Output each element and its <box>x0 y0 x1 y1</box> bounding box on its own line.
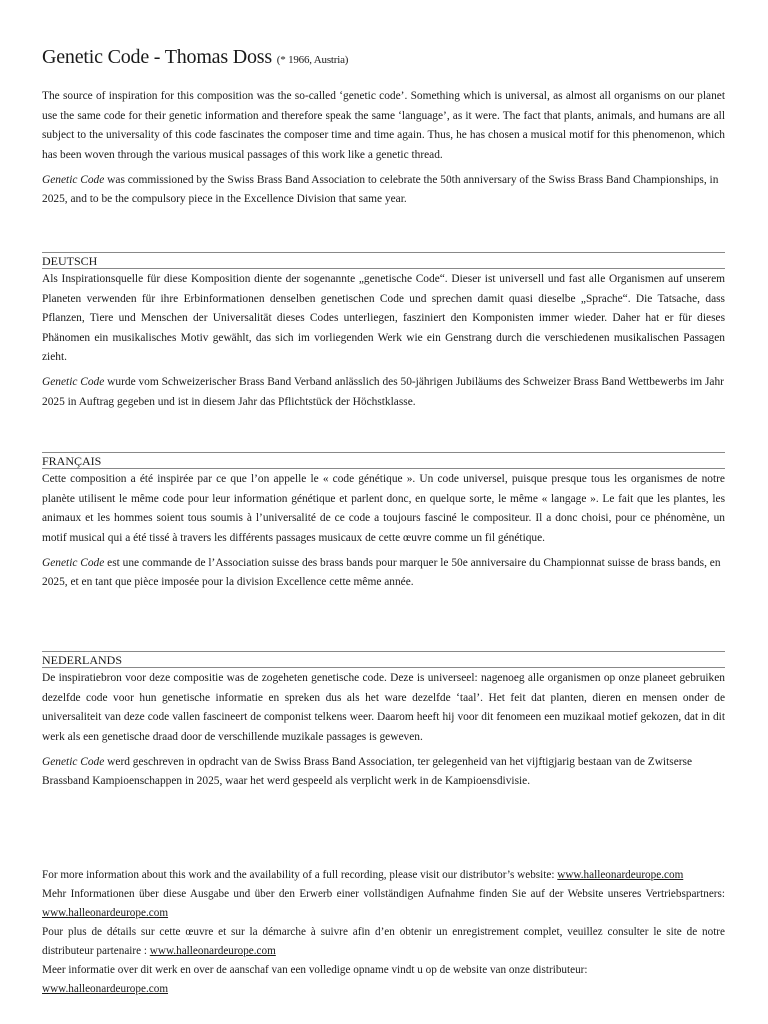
francais-paragraph-2 <box>42 554 725 593</box>
document-title <box>42 46 348 69</box>
footer-nederlands-text: Meer informatie over dit werk en over de aanschaf van een volledige opname vindt u op de website van onze distributeur: <box>42 964 588 976</box>
distributor-link[interactable]: www.halleonardeurope.com <box>557 869 684 881</box>
deutsch-paragraph-2-text: wurde vom Schweizerischer Brass Band Verband anlässlich des 50-jährigen Jubiläums des Schweizer Brass Band Wettbewerbs im Jahr 2025 in Auftrag gegeben und ist in diesem Jahr das Pflichtstück der Höchstklasse. <box>42 376 724 409</box>
deutsch-paragraph-1: Als Inspirationsquelle für diese Komposition diente der sogenannte „genetische Code“. Dieser ist universell und fast alle Organismen auf unserem Planeten verwenden für ihre Erbinformationen denselben genetischen Code und sprechen damit quasi dieselbe „Sprache“. Die Tatsache, dass Pflanzen, Tiere und Menschen der Universalität dieses Codes unterliegen, fasziniert den Komponisten immer wieder. Daher hat er für dieses Phänomen ein musikalisches Motiv gewählt, das sich im vorliegenden Werk wie ein Genstrang durch die verschiedenen musikalischen Passagen zieht. <box>42 273 725 364</box>
deutsch-paragraph-2 <box>42 373 725 412</box>
english-paragraph-1: The source of inspiration for this composition was the so-called ‘genetic code’. Something which is universal, as almost all organisms on our planet use the same code for their genetic information and therefore speak the same ‘language’, as it were. The fact that plants, animals, and humans are all subject to the universality of this code fascinates the composer time and time again. Thus, he has chosen a musical motif for this phenomenon, which has been woven through the various musical passages of this work like a genetic thread. <box>42 90 725 161</box>
footer-deutsch-text: Mehr Informationen über diese Ausgabe und über den Erwerb einer vollständigen Aufnahme finden Sie auf der Website unseres Vertriebspartners: <box>42 888 725 900</box>
work-title-italic: Genetic Code <box>42 173 105 186</box>
title-subtitle: (* 1966, Austria) <box>276 54 349 66</box>
nederlands-paragraph-1: De inspiratiebron voor deze compositie was de zogeheten genetische code. Deze is universeel: nagenoeg alle organismen op onze planeet gebruiken dezelfde code voor hun genetische informatie en spreken dus als het ware dezelfde ‘taal’. Het feit dat planten, dieren en mensen onder de universaliteit van deze code vallen fascineert de componist telkens weer. Daarom heeft hij voor dit fenomeen een muzikaal motief gekozen, dat in dit werk als een genetische draad door de verschillende muzikale passages is geweven. <box>42 672 725 743</box>
distributor-link[interactable]: www.halleonardeurope.com <box>42 907 169 919</box>
footer-english <box>42 866 725 885</box>
footer-distributor-info <box>42 866 725 999</box>
nederlands-paragraph-2-text: werd geschreven in opdracht van de Swiss Brass Band Association, ter gelegenheid van het vijftigjarig bestaan van de Zwitserse Brassband Kampioenschappen in 2025, waar het werd gespeeld als verplicht werk in de Kampioensdivisie. <box>42 755 693 788</box>
distributor-link[interactable]: www.halleonardeurope.com <box>42 983 169 995</box>
section-heading-nederlands: NEDERLANDS <box>42 651 725 668</box>
title-main: Genetic Code - Thomas Doss <box>42 46 272 68</box>
section-heading-deutsch: DEUTSCH <box>42 252 725 269</box>
english-section <box>42 87 725 216</box>
deutsch-section <box>42 252 725 418</box>
francais-paragraph-1: Cette composition a été inspirée par ce que l’on appelle le « code génétique ». Un code universel, puisque presque tous les organismes de notre planète utilisent le même code pour leur information génétique et parlent donc, en quelque sorte, le même « langage ». Le fait que les plantes, les animaux et les hommes soient tous soumis à l’universalité de ce code a toujours fasciné le compositeur. Il a donc choisi, pour ce phénomène, un motif musical qui a été tissé à travers les différents passages musicaux de cette œuvre comme un fil génétique. <box>42 473 725 544</box>
english-paragraph-2 <box>42 171 725 210</box>
footer-nederlands <box>42 961 725 999</box>
work-title-italic: Genetic Code <box>42 755 105 768</box>
english-paragraph-2-text: was commissioned by the Swiss Brass Band Association to celebrate the 50th anniversary of the Swiss Brass Band Championships, in 2025, and to be the compulsory piece in the Excellence Division that same year. <box>42 173 719 206</box>
nederlands-section <box>42 651 725 798</box>
work-title-italic: Genetic Code <box>42 376 105 389</box>
francais-paragraph-2-text: est une commande de l’Association suisse des brass bands pour marquer le 50e anniversaire du Championnat suisse de brass bands, en 2025, et en tant que pièce imposée pour la division Excellence cette même année. <box>42 556 721 589</box>
distributor-link[interactable]: www.halleonardeurope.com <box>149 945 276 957</box>
footer-deutsch <box>42 885 725 923</box>
footer-english-text: For more information about this work and the availability of a full recording, please visit our distributor’s website: <box>42 869 558 881</box>
section-heading-francais: FRANÇAIS <box>42 452 725 469</box>
footer-francais <box>42 923 725 961</box>
nederlands-paragraph-2 <box>42 753 725 792</box>
francais-section <box>42 452 725 599</box>
footer-francais-text: Pour plus de détails sur cette œuvre et sur la démarche à suivre afin d’en obtenir un enregistrement complet, veuillez consulter le site de notre distributeur partenaire : <box>42 926 725 957</box>
work-title-italic: Genetic Code <box>42 556 105 569</box>
